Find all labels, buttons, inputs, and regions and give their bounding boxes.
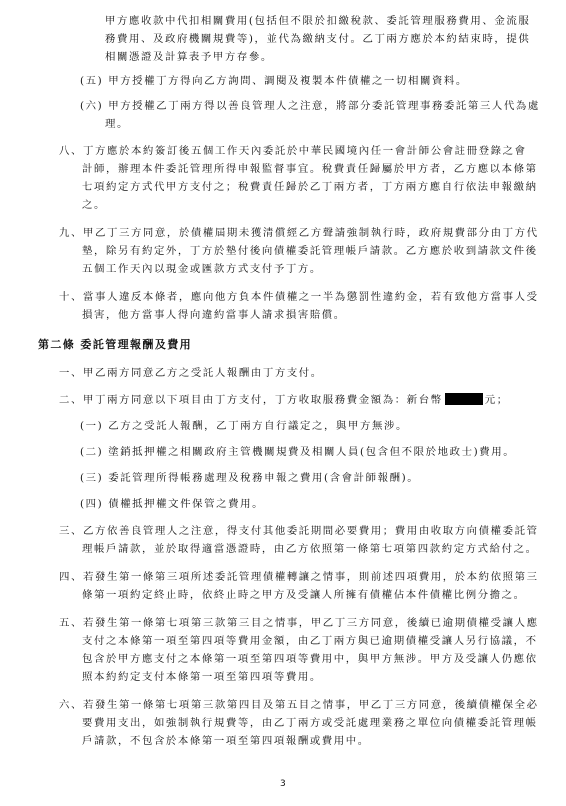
section-10-line-1: 十、當事人違反本條者，應向他方負本件債權之一半為懲罰性違約金，若有致他方當事人受 bbox=[59, 291, 539, 303]
article-2-item-1: 一、甲乙兩方同意乙方之受託人報酬由丁方支付。 bbox=[59, 367, 323, 379]
intro-line-2: 務費用、及政府機關規費等)，並代為繳納支付。乙丁兩方應於本約結束時，提供 bbox=[105, 33, 531, 45]
item-6-line-1: (六) 甲方授權乙丁兩方得以善良管理人之注意，將部分委託管理事務委託第三人代為處 bbox=[80, 100, 540, 112]
section-10-line-2: 損害，他方當事人得向違約當事人請求損害賠償。 bbox=[82, 309, 346, 321]
intro-line-3: 相關憑證及計算表予甲方存參。 bbox=[105, 51, 273, 63]
article-2-item-4-line-2: 條第一項約定終止時，依終止時之甲方及受讓人所擁有債權佔本件債權比例分擔之。 bbox=[82, 589, 526, 601]
article-2-sub-3: (三) 委託管理所得帳務處理及稅務申報之費用(含會計師報酬)。 bbox=[80, 472, 420, 484]
intro-line-1: 甲方應收款中代扣相關費用(包括但不限於扣繳稅款、委託管理服務費用、金流服 bbox=[105, 15, 531, 27]
section-8-line-1: 八、丁方應於本約簽訂後五個工作天內委託於中華民國境內任一會計師公會註冊登錄之會 bbox=[59, 145, 527, 157]
article-2-sub-2: (二) 塗銷抵押權之相關政府主管機關規費及相關人員(包含但不限於地政士)費用。 bbox=[80, 446, 516, 458]
article-2-item-3-line-2: 理帳戶請款，並於取得適當憑證時，由乙方依照第一條第七項第四款約定方式給付之。 bbox=[82, 543, 538, 555]
redacted-amount bbox=[445, 393, 483, 405]
section-9-line-2: 墊，除另有約定外，丁方於墊付後向債權委託管理帳戶請款。乙方應於收到請款文件後 bbox=[82, 245, 538, 257]
article-2-sub-1: (一) 乙方之受託人報酬，乙丁兩方自行議定之，與甲方無涉。 bbox=[80, 420, 408, 432]
item-5: (五) 甲方授權丁方得向乙方詢問、調閱及複製本件債權之一切相關資料。 bbox=[80, 75, 468, 87]
section-9-line-3: 五個工作天內以現金或匯款方式支付予丁方。 bbox=[82, 263, 322, 275]
article-2-item-5-line-2: 支付之本條第一項至第四項等費用金額，由乙丁兩方與已逾期債權受讓人另行協議，不 bbox=[82, 635, 538, 647]
article-2-item-5-line-3: 包含於甲方應支付之本條第一項至第四項等費用中，與甲方無涉。甲方及受讓人仍應依 bbox=[82, 653, 538, 665]
article-2-item-6-line-3: 戶請款，不包含於本條第一項至第四項報酬或費用中。 bbox=[82, 735, 370, 747]
page-number: 3 bbox=[280, 779, 286, 789]
section-8-line-2: 計師，辦理本件委託管理所得申報監督事宜。稅費責任歸屬於甲方者，乙方應以本條第 bbox=[82, 163, 538, 175]
section-8-line-4: 之。 bbox=[82, 199, 106, 211]
article-2-item-5-line-4: 照本約約定支付本條第一項至第四項等費用。 bbox=[82, 671, 322, 683]
article-2-item-5-line-1: 五、若發生第一條第七項第三款第三目之情事，甲乙丁三方同意，後續已逾期債權受讓人應 bbox=[59, 617, 539, 629]
item-6-line-2: 理。 bbox=[105, 118, 129, 130]
section-8-line-3: 七項約定方式代甲方支付之；稅費責任歸於乙丁兩方者，丁方兩方應自行依法申報繳納 bbox=[82, 181, 538, 193]
article-2-item-4-line-1: 四、若發生第一條第三項所述委託管理債權轉讓之情事，則前述四項費用，於本約依照第三 bbox=[59, 571, 539, 583]
article-2-heading: 第二條 委託管理報酬及費用 bbox=[38, 338, 193, 351]
item-2-text: 二、甲丁兩方同意以下項目由丁方支付，丁方收取服務費金額為：新台幣 bbox=[59, 394, 443, 406]
article-2-item-2 bbox=[59, 393, 509, 407]
section-9-line-1: 九、甲乙丁三方同意，於債權屆期未獲清償經乙方聲請強制執行時，政府規費部分由丁方代 bbox=[59, 227, 539, 239]
article-2-item-6-line-2: 要費用支出，如強制執行規費等，由乙丁兩方或受託處理業務之單位向債權委託管理帳 bbox=[82, 717, 538, 729]
item-2-suffix: 元； bbox=[484, 394, 509, 406]
article-2-item-3-line-1: 三、乙方依善良管理人之注意，得支付其他委託期間必要費用；費用由收取方向債權委託管 bbox=[59, 525, 539, 537]
article-2-item-6-line-1: 六、若發生第一條第七項第三款第四目及第五目之情事，甲乙丁三方同意，後續債權保全必 bbox=[59, 699, 539, 711]
article-2-sub-4: (四) 債權抵押權文件保管之費用。 bbox=[80, 498, 265, 510]
